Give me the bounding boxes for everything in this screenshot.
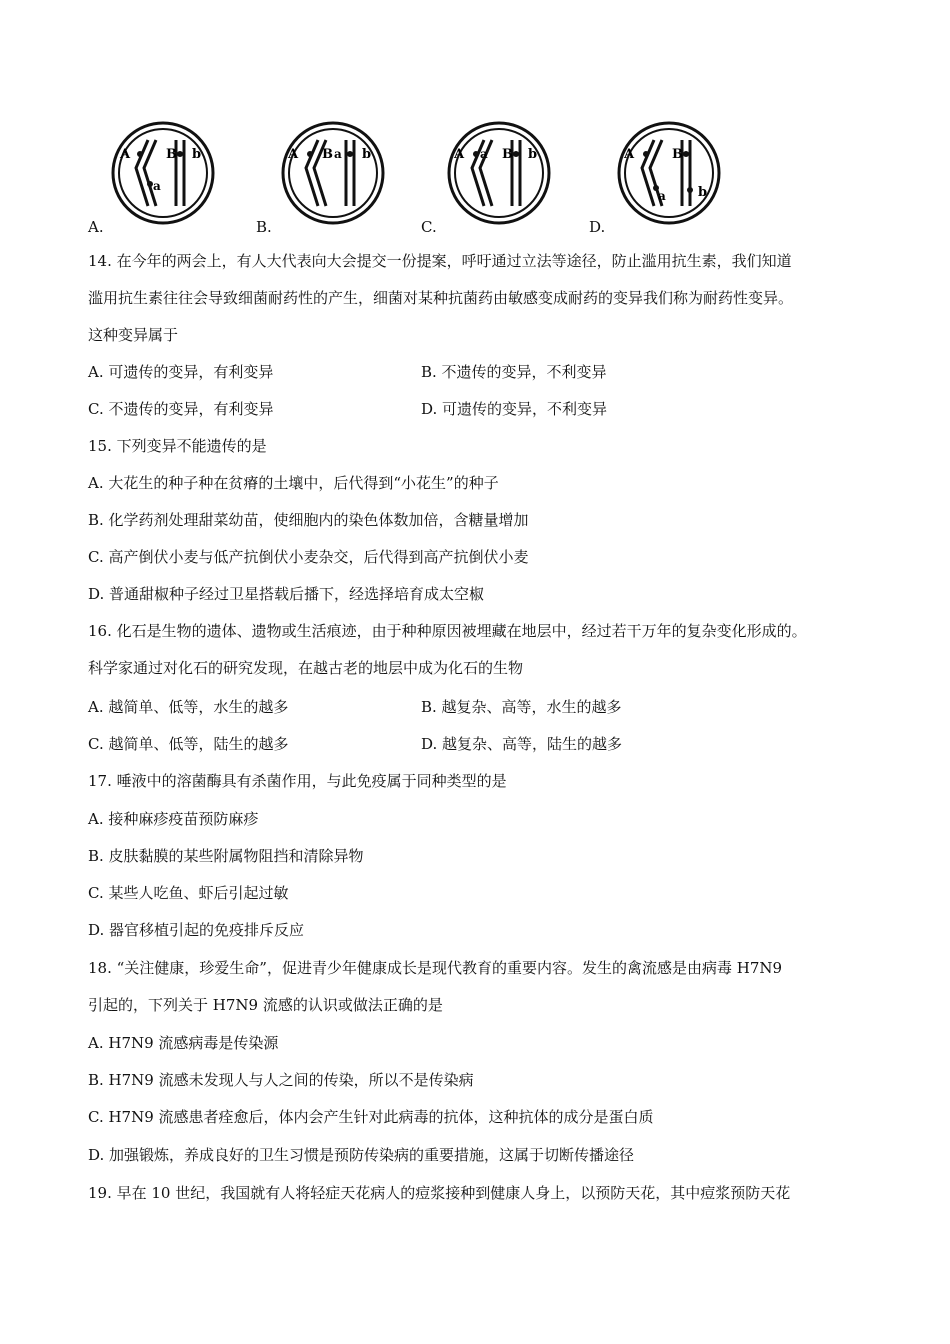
q13-option-a-label: A. <box>88 218 104 236</box>
q17-option-c: C. 某些人吃鱼、虾后引起过敏 <box>88 884 289 902</box>
q14-stem-line-3: 这种变异属于 <box>88 326 179 344</box>
gene-label: b <box>192 147 202 162</box>
q14-option-b: B. 不遗传的变异，不利变异 <box>421 363 607 381</box>
q18-option-c: C. H7N9 流感患者痊愈后，体内会产生针对此病毒的抗体，这种抗体的成分是蛋白质 <box>88 1108 654 1126</box>
q18-option-b: B. H7N9 流感未发现人与人之间的传染，所以不是传染病 <box>88 1071 474 1089</box>
cell-diagram-c <box>444 118 554 228</box>
q13-figure-row <box>0 118 950 238</box>
gene-label: A <box>454 147 465 162</box>
q15-option-a: A. 大花生的种子种在贫瘠的土壤中，后代得到“小花生”的种子 <box>88 474 499 492</box>
q16-option-c: C. 越简单、低等，陆生的越多 <box>88 735 289 753</box>
cell-diagram-d <box>614 118 724 228</box>
q16-option-a: A. 越简单、低等，水生的越多 <box>88 698 289 716</box>
q18-option-d: D. 加强锻炼，养成良好的卫生习惯是预防传染病的重要措施，这属于切断传播途径 <box>88 1146 635 1164</box>
gene-label: A <box>288 147 299 162</box>
q14-options-row-1 <box>88 361 607 382</box>
gene-label: b <box>362 147 372 162</box>
q15-option-d: D. 普通甜椒种子经过卫星搭载后播下，经选择培育成太空椒 <box>88 585 485 603</box>
q17-stem: 17. 唾液中的溶菌酶具有杀菌作用，与此免疫属于同种类型的是 <box>88 772 507 790</box>
q14-option-a: A. 可遗传的变异，有利变异 <box>88 363 274 381</box>
q16-option-d: D. 越复杂、高等，陆生的越多 <box>421 735 623 753</box>
q15-option-c: C. 高产倒伏小麦与低产抗倒伏小麦杂交，后代得到高产抗倒伏小麦 <box>88 548 529 566</box>
gene-label: B <box>166 147 177 162</box>
q16-options-row-1 <box>88 696 622 717</box>
q19-stem-line-1: 19. 早在 10 世纪，我国就有人将轻症天花病人的痘浆接种到健康人身上，以预防天花，其中痘浆预防天花 <box>88 1184 791 1202</box>
gene-label: a <box>153 179 161 193</box>
q13-option-c-label: C. <box>421 218 437 236</box>
gene-label: b <box>698 185 708 200</box>
q13-option-b-label: B. <box>256 218 272 236</box>
q17-option-d: D. 器官移植引起的免疫排斥反应 <box>88 921 305 939</box>
q15-stem: 15. 下列变异不能遗传的是 <box>88 437 267 455</box>
q16-option-b: B. 越复杂、高等，水生的越多 <box>421 698 622 716</box>
gene-label: B <box>672 147 683 162</box>
gene-label: a <box>480 147 488 161</box>
q14-option-c: C. 不遗传的变异，有利变异 <box>88 400 274 418</box>
q13-option-d-label: D. <box>589 218 606 236</box>
q16-options-row-2 <box>88 733 623 754</box>
gene-label: b <box>528 147 538 162</box>
gene-label: a <box>334 147 342 161</box>
q14-options-row-2 <box>88 398 608 419</box>
q14-stem-line-1: 14. 在今年的两会上，有人大代表向大会提交一份提案，呼吁通过立法等途径，防止滥用抗生素，我们知道 <box>88 252 792 270</box>
gene-label: B <box>502 147 513 162</box>
cell-diagram-a <box>108 118 218 228</box>
q17-option-b: B. 皮肤黏膜的某些附属物阻挡和清除异物 <box>88 847 364 865</box>
q18-option-a: A. H7N9 流感病毒是传染源 <box>88 1034 279 1052</box>
q18-stem-line-2: 引起的，下列关于 H7N9 流感的认识或做法正确的是 <box>88 996 443 1014</box>
q14-option-d: D. 可遗传的变异，不利变异 <box>421 400 608 418</box>
cell-diagram-b <box>278 118 388 228</box>
q18-stem-line-1: 18. “关注健康，珍爱生命”，促进青少年健康成长是现代教育的重要内容。发生的禽流感是由病毒 H7N9 <box>88 959 783 977</box>
gene-label: A <box>120 147 131 162</box>
q16-stem-line-1: 16. 化石是生物的遗体、遗物或生活痕迹，由于种种原因被埋藏在地层中，经过若干万年的复杂变化形成的。 <box>88 622 807 640</box>
q15-option-b: B. 化学药剂处理甜菜幼苗，使细胞内的染色体数加倍，含糖量增加 <box>88 511 529 529</box>
q16-stem-line-2: 科学家通过对化石的研究发现，在越古老的地层中成为化石的生物 <box>88 659 524 677</box>
gene-label: a <box>658 189 666 203</box>
gene-label: B <box>322 147 333 162</box>
q17-option-a: A. 接种麻疹疫苗预防麻疹 <box>88 810 259 828</box>
q14-stem-line-2: 滥用抗生素往往会导致细菌耐药性的产生，细菌对某种抗菌药由敏感变成耐药的变异我们称为耐药性变异。 <box>88 289 794 307</box>
gene-label: A <box>624 147 635 162</box>
